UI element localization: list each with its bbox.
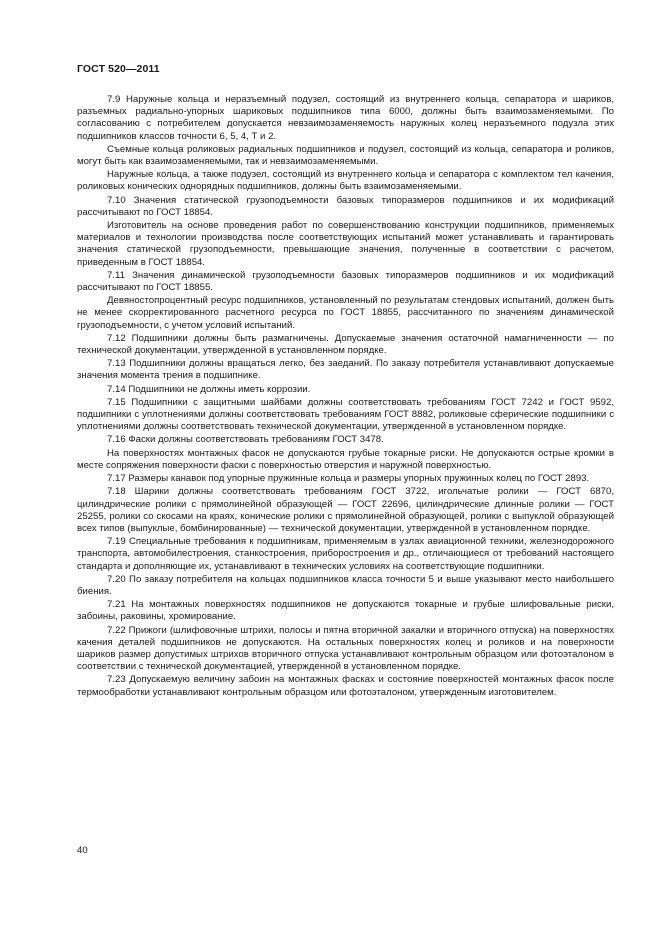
paragraph-7-16-chamfers: На поверхностях монтажных фасок не допускаются грубые токарные риски. Не допускаются острые кромки в месте сопряжения поверхности фаски с поверхностью отверстия и наружной поверхностью.	[77, 447, 614, 471]
paragraph-7-23: 7.23 Допускаемую величину забоин на монтажных фасках и состояние поверхностей монтажных фасок после термообработки устанавливают контрольным образцом или фотоэталоном, утвержденным изготовителем.	[77, 674, 614, 698]
paragraph-7-19: 7.19 Специальные требования к подшипникам, применяемым в узлах авиационной техники, железнодорожного транспорта, автомобилестроения, станкостроения, приборостроения и др., отличающиеся от требований настоящего стандарта и дополняющие их, устанавливают в технических условиях на соответствующие подшипники.	[77, 536, 614, 572]
paragraph-7-11: 7.11 Значения динамической грузоподъемности базовых типоразмеров подшипников и их модификаций рассчитывают по ГОСТ 18855.	[77, 269, 614, 294]
paragraph-7-11-resource: Девяностопроцентный ресурс подшипников, установленный по результатам стендовых испытаний, должен быть не менее скорректированного расчетного ресурса по ГОСТ 18855, рассчитанного по значениям динамической грузоподъемности, с учетом условий испытаний.	[77, 295, 614, 331]
paragraph-7-15: 7.15 Подшипники с защитными шайбами должны соответствовать требованиям ГОСТ 7242 и ГОСТ 9592, подшипники с уплотнениями должны соответствовать требованиям ГОСТ 8882, роликовые сферические подшипники с уплотнениями должны соответствовать технической документации, утвержденной в установленном порядке.	[77, 396, 614, 433]
paragraph-7-14: 7.14 Подшипники не должны иметь коррозии.	[107, 383, 311, 395]
paragraph-7-18: 7.18 Шарики должны соответствовать требованиям ГОСТ 3722, игольчатые ролики — ГОСТ 6870, цилиндрические ролики с прямолинейной образующей — ГОСТ 22696, цилиндрические длинные ролики — ГОСТ 25255, ролики со скосами на краях, конические ролики с прямолинейной образующей, ролики с выпуклой образующей всех типов (выпуклые, бомбинированные) — технической документации, утвержденной в установленном порядке.	[77, 486, 614, 534]
paragraph-7-9: 7.9 Наружные кольца и неразъемный подузел, состоящий из внутреннего кольца, сепаратора и шариков, разъемных радиально-упорных шариковых подшипников типа 6000, должны быть взаимозаменяемыми. По согласованию с потребителем допускается невзаимозаменяемость наружных колец неразъемного подузла этих подшипников классов точности 6, 5, 4, Т и 2.	[77, 94, 614, 142]
paragraph-7-13: 7.13 Подшипники должны вращаться легко, без заеданий. По заказу потребителя устанавливают допускаемые значения момента трения в подшипнике.	[77, 358, 614, 382]
page-number: 40	[77, 845, 88, 856]
document-header: ГОСТ 520—2011	[77, 63, 160, 75]
paragraph-7-10: 7.10 Значения статической грузоподъемности базовых типоразмеров подшипников и их модификаций рассчитывают по ГОСТ 18854.	[77, 194, 614, 218]
paragraph-7-21: 7.21 На монтажных поверхностях подшипников не допускаются токарные и грубые шлифовальные риски, забоины, раковины, хромирование.	[77, 599, 614, 623]
paragraph-7-10-manufacturer: Изготовитель на основе проведения работ по совершенствованию конструкции подшипников, применяемых материалов и технологии производства после соответствующих испытаний может устанавливать и гарантировать значения статической грузоподъемности, превышающие значения, полученные в соответствии с расчетом, приведенным в ГОСТ 18854.	[77, 220, 614, 268]
document-body	[77, 94, 614, 700]
paragraph-7-9-removable-rings: Съемные кольца роликовых радиальных подшипников и подузел, состоящий из кольца, сепаратора и роликов, могут быть как взаимозаменяемыми, так и невзаимозаменяемыми.	[77, 143, 614, 168]
paragraph-7-20: 7.20 По заказу потребителя на кольцах подшипников класса точности 5 и выше указывают место наибольшего биения.	[77, 573, 614, 597]
paragraph-7-16: 7.16 Фаски должны соответствовать требованиям ГОСТ 3478.	[107, 434, 384, 446]
paragraph-7-22: 7.22 Прижоги (шлифовочные штрихи, полосы и пятна вторичной закалки и вторичного отпуска) на поверхностях качения деталей подшипников не допускаются. На остальных поверхностях колец и роликов и на поверхности шариков размер допустимых штрихов вторичного отпуска устанавливают контрольным образцом или фотоэталоном в соответствии с технической документацией, утвержденной в установленном порядке.	[77, 624, 614, 673]
paragraph-7-17: 7.17 Размеры канавок под упорные пружинные кольца и размеры упорных пружинных колец по ГОСТ 2893.	[107, 473, 590, 485]
paragraph-7-9-outer-rings: Наружные кольца, а также подузел, состоящий из внутреннего кольца и сепаратора с комплектом тел качения, роликовых конических однорядных подшипников, должны быть взаимозаменяемыми.	[77, 169, 614, 193]
paragraph-7-12: 7.12 Подшипники должны быть размагничены. Допускаемые значения остаточной намагниченности — по технической документации, утвержденной в установленном порядке.	[77, 332, 614, 357]
